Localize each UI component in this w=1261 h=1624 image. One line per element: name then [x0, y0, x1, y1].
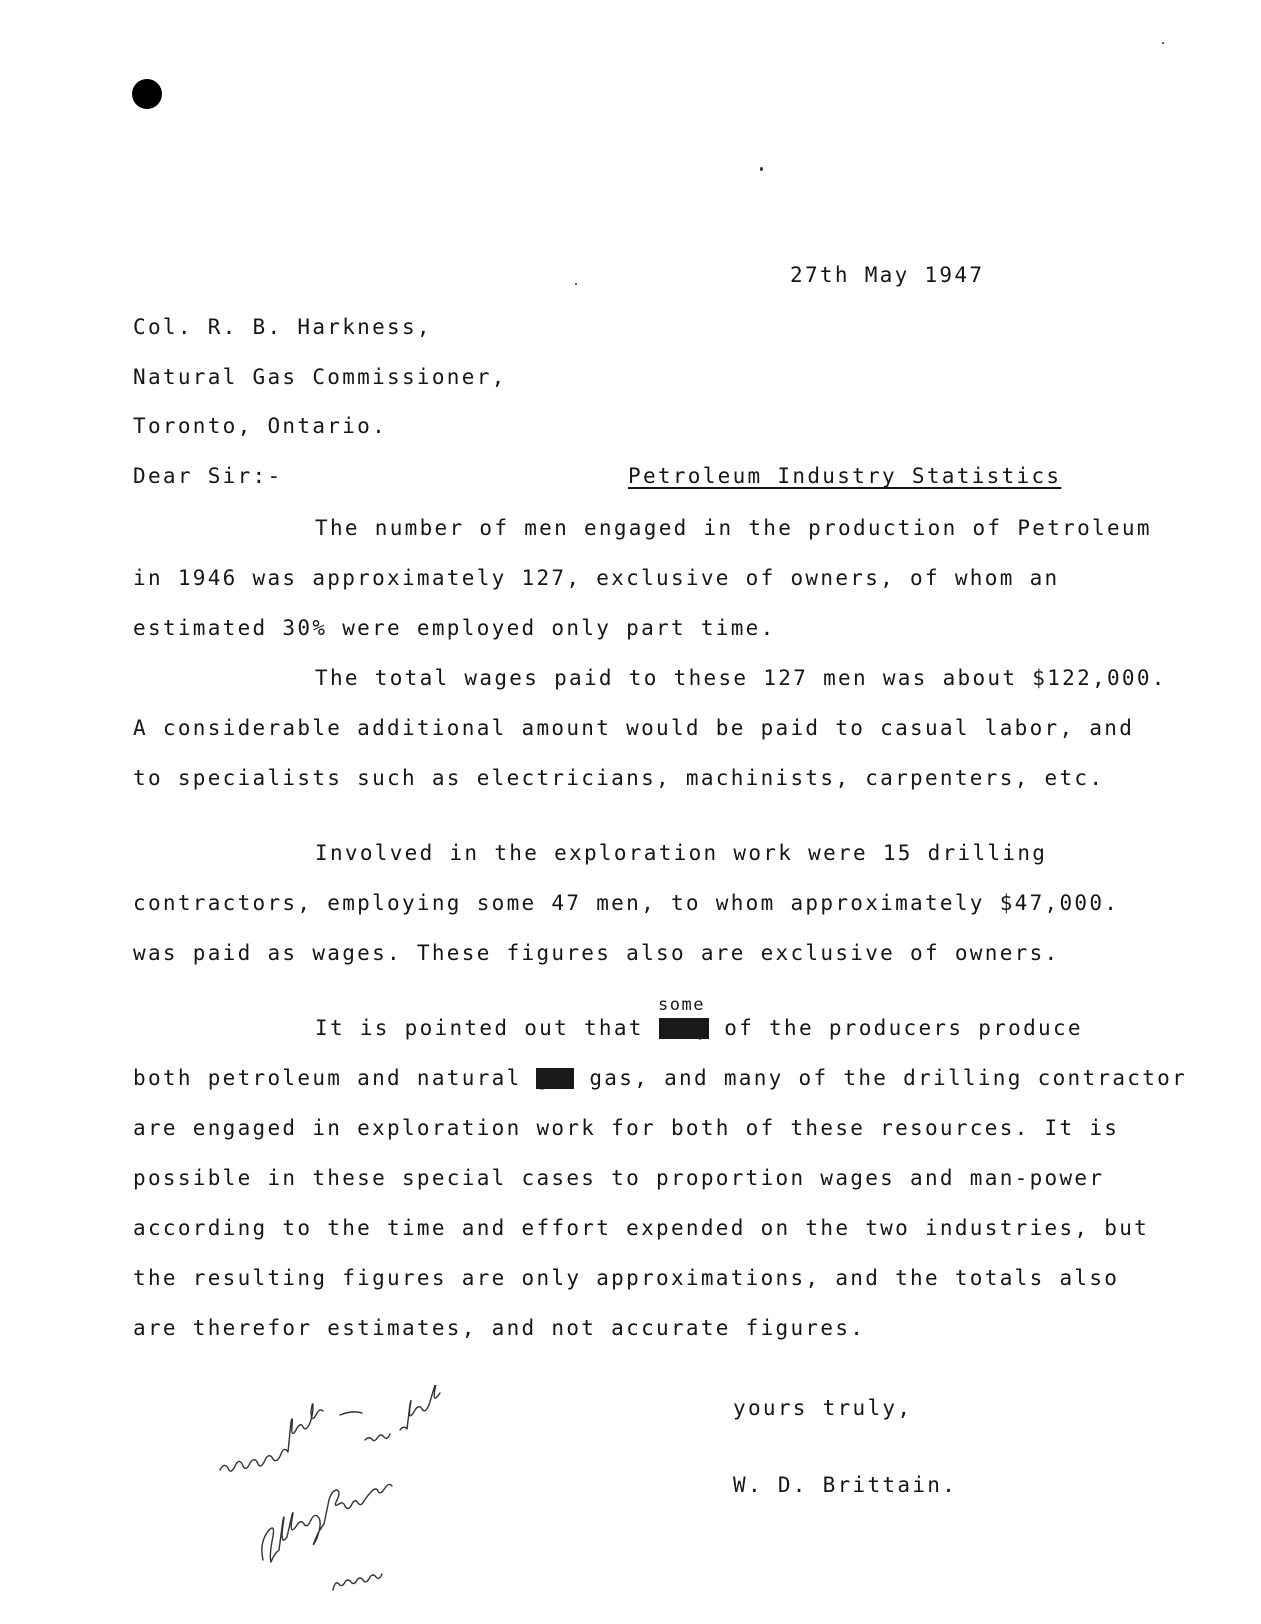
paragraph-line: are engaged in exploration work for both of these resources. It is — [133, 1116, 1120, 1140]
paragraph-line: The total wages paid to these 127 men was about $122,000. — [315, 666, 1167, 690]
paragraph-line: A considerable additional amount would be paid to casual labor, and — [133, 716, 1135, 740]
paragraph-line: in 1946 was approximately 127, exclusive of owners, of whom an — [133, 566, 1060, 590]
paragraph-line: are therefor estimates, and not accurate figures. — [133, 1316, 866, 1340]
letter-date: 27th May 1947 — [790, 263, 985, 287]
paragraph-line: possible in these special cases to proportion wages and man-power — [133, 1166, 1105, 1190]
closing: yours truly, — [733, 1396, 913, 1420]
paragraph-line: estimated 30% were employed only part time. — [133, 616, 776, 640]
recipient-name: Col. R. B. Harkness, — [133, 315, 432, 339]
line-text: both petroleum and natural — [133, 1066, 537, 1090]
paragraph-line: the resulting figures are only approximations, and the totals also — [133, 1266, 1120, 1290]
paper-speck — [1162, 42, 1164, 44]
paragraph-line: according to the time and effort expended on the two industries, but — [133, 1216, 1150, 1240]
paragraph-line: was paid as wages. These figures also are exclusive of owners. — [133, 941, 1060, 965]
paper-speck — [575, 283, 577, 285]
recipient-location: Toronto, Ontario. — [133, 414, 388, 438]
paragraph-line: contractors, employing some 47 men, to whom approximately $47,000. — [133, 891, 1120, 915]
recipient-title: Natural Gas Commissioner, — [133, 365, 507, 389]
paper-speck — [760, 167, 763, 171]
struck-word: gas — [536, 1066, 575, 1090]
signature: W. D. Brittain. — [733, 1473, 958, 1497]
typed-insertion: some — [658, 995, 705, 1015]
paragraph-line — [315, 1018, 1083, 1039]
paragraph-line: to specialists such as electricians, machinists, carpenters, etc. — [133, 766, 1105, 790]
subject-line: Petroleum Industry Statistics — [628, 464, 1062, 488]
line-text: of the producers produce — [709, 1016, 1083, 1040]
line-text: gas, and many of the drilling contractor — [574, 1066, 1188, 1090]
paragraph-line: The number of men engaged in the production of Petroleum — [315, 516, 1152, 540]
punch-hole — [132, 79, 162, 109]
paragraph-line — [133, 1068, 1187, 1089]
line-text: It is pointed out that — [315, 1016, 659, 1040]
salutation: Dear Sir:- — [133, 464, 283, 488]
paragraph-line: Involved in the exploration work were 15 drilling — [315, 841, 1048, 865]
handwritten-note — [215, 1385, 535, 1595]
struck-word: many — [658, 1016, 710, 1040]
